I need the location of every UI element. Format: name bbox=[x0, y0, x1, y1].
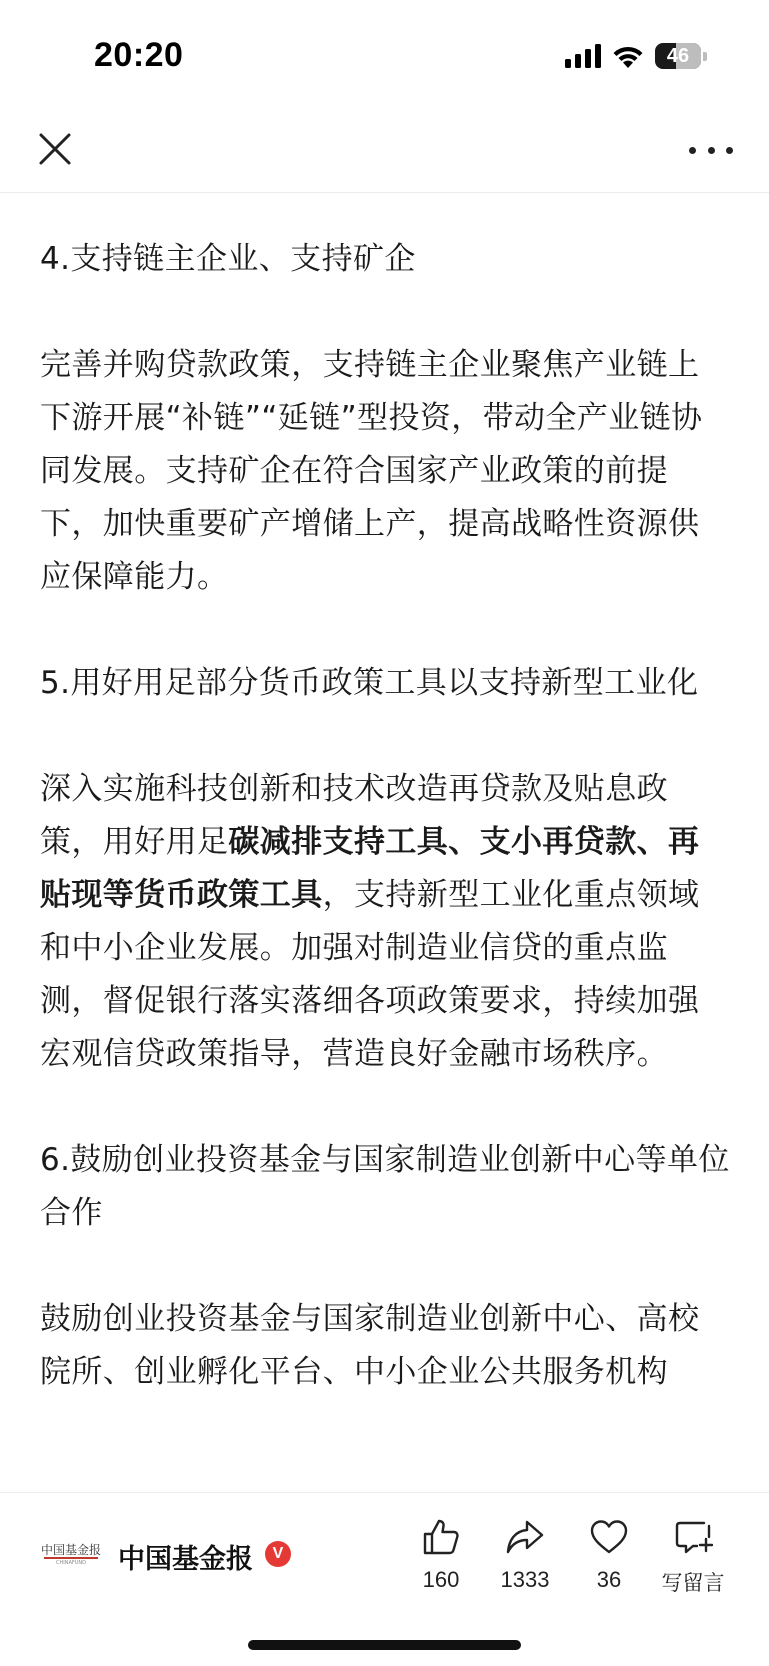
favorite-button[interactable] bbox=[564, 1517, 654, 1593]
share-count: 1333 bbox=[500, 1567, 550, 1592]
article-paragraph bbox=[40, 339, 730, 604]
heart-icon bbox=[589, 1517, 629, 1557]
verified-badge: V bbox=[265, 1541, 291, 1567]
nav-bar bbox=[0, 110, 769, 193]
account-name[interactable]: 中国基金报 bbox=[118, 1544, 253, 1575]
article-paragraph bbox=[40, 763, 730, 1081]
account-logo-text: 中国基金报 bbox=[40, 1543, 101, 1557]
wifi-icon bbox=[611, 44, 645, 69]
article-paragraph bbox=[40, 1293, 730, 1399]
article-text: 深入实施科技创新和技术改造再贷款及贴息政策，用好用足 bbox=[40, 771, 668, 860]
account-logo[interactable] bbox=[40, 1543, 102, 1569]
more-options-button[interactable] bbox=[689, 138, 733, 162]
close-button[interactable] bbox=[36, 130, 76, 170]
status-icons bbox=[565, 42, 707, 70]
cellular-signal-icon bbox=[565, 44, 601, 68]
more-horizontal-icon-dot bbox=[708, 147, 715, 154]
article-text: 鼓励创业投资基金与国家制造业创新中心、高校院所、创业孵化平台、中小企业公共服务机构 bbox=[40, 1301, 700, 1390]
account-logo-subtext: CHINAFUND bbox=[44, 1557, 98, 1567]
article-paragraph bbox=[40, 657, 730, 710]
article-text: 5.用好用足部分货币政策工具以支持新型工业化 bbox=[40, 665, 699, 701]
like-count: 160 bbox=[422, 1567, 460, 1592]
status-bar bbox=[0, 0, 769, 110]
close-icon bbox=[36, 130, 76, 170]
article-text: 6.鼓励创业投资基金与国家制造业创新中心等单位合作 bbox=[40, 1142, 730, 1231]
like-button[interactable] bbox=[396, 1517, 486, 1593]
article-body bbox=[40, 233, 730, 1452]
article-paragraph bbox=[40, 1134, 730, 1240]
write-comment-button[interactable] bbox=[648, 1517, 738, 1597]
article-text: 完善并购贷款政策，支持链主企业聚焦产业链上下游开展“补链”“延链”型投资，带动全产业链协同发展。支持矿企在符合国家产业政策的前提下，加快重要矿产增储上产，提高战略性资源供应保障能力。 bbox=[40, 347, 703, 595]
share-button[interactable] bbox=[480, 1517, 570, 1593]
battery-icon bbox=[655, 42, 707, 70]
article-paragraph bbox=[40, 233, 730, 286]
comment-add-icon bbox=[673, 1517, 713, 1557]
article-text: 4.支持链主企业、支持矿企 bbox=[40, 241, 416, 277]
share-arrow-icon bbox=[505, 1517, 545, 1557]
article-text: ，支持新型工业化重点领域和中小企业发展。加强对制造业信贷的重点监测，督促银行落实落细各项政策要求，持续加强宏观信贷政策指导，营造良好金融市场秩序。 bbox=[40, 877, 700, 1072]
article-bold-text: 碳减排支持工具、支小再贷款、再贴现等货币政策工具 bbox=[40, 824, 700, 913]
battery-cap bbox=[703, 52, 707, 61]
more-horizontal-icon-dot bbox=[689, 147, 696, 154]
battery-body bbox=[655, 43, 701, 69]
thumbs-up-icon bbox=[421, 1517, 461, 1557]
battery-level: 46 bbox=[666, 44, 690, 67]
status-time: 20:20 bbox=[94, 36, 184, 74]
favorite-count: 36 bbox=[596, 1567, 622, 1592]
write-comment-label: 写留言 bbox=[661, 1571, 725, 1595]
more-horizontal-icon-dot bbox=[726, 147, 733, 154]
home-indicator[interactable] bbox=[248, 1640, 521, 1650]
